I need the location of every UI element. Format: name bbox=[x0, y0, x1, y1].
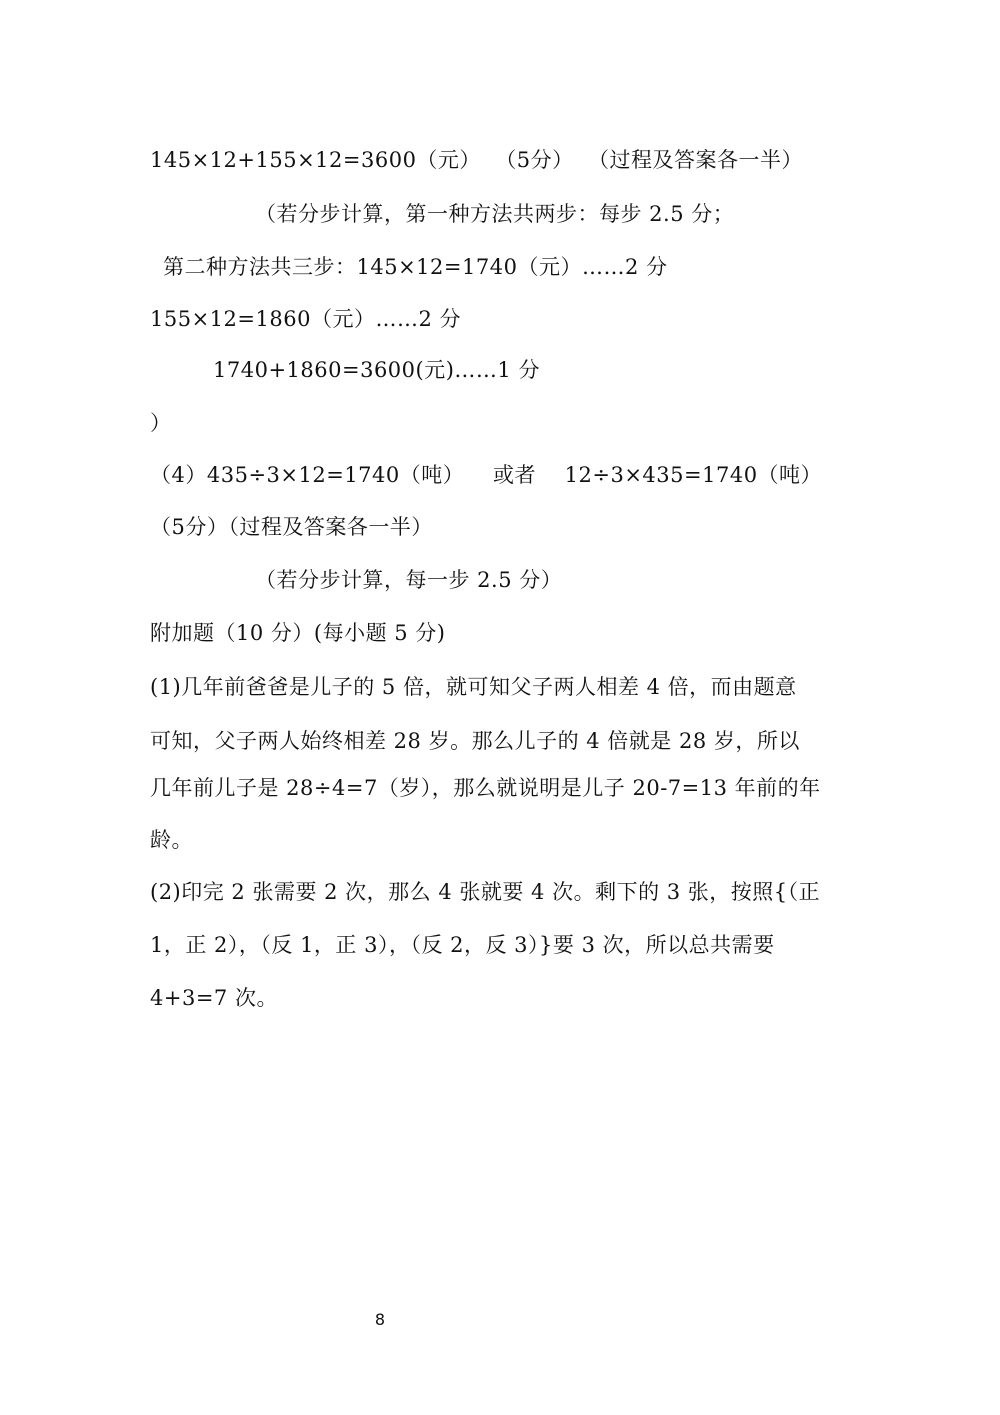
text-line-12: 可知，父子两人始终相差 28 岁。那么儿子的 4 倍就是 28 岁，所以 bbox=[150, 729, 800, 753]
text-line-4: 155×12=1860（元）……2 分 bbox=[150, 307, 461, 331]
text-line-8: （5分）（过程及答案各一半） bbox=[150, 515, 433, 539]
text-line-17: 4+3=7 次。 bbox=[150, 986, 278, 1010]
text-line-16: 1，正 2），（反 1，正 3），（反 2，反 3）}要 3 次，所以总共需要 bbox=[150, 933, 775, 957]
text-line-5: 1740+1860=3600(元)……1 分 bbox=[213, 358, 540, 382]
page-number: 8 bbox=[374, 1310, 386, 1329]
text-line-2: （若分步计算，第一种方法共两步：每步 2.5 分； bbox=[255, 202, 735, 226]
text-line-3: 第二种方法共三步：145×12=1740（元）……2 分 bbox=[163, 255, 668, 279]
text-line-13: 几年前儿子是 28÷4=7（岁），那么就说明是儿子 20-7=13 年前的年 bbox=[150, 776, 821, 800]
text-line-14: 龄。 bbox=[150, 828, 193, 852]
text-line-1: 145×12+155×12=3600（元） （5分） （过程及答案各一半） bbox=[150, 148, 803, 172]
text-line-15: (2)印完 2 张需要 2 次，那么 4 张就要 4 次。剩下的 3 张，按照{（正 bbox=[150, 880, 821, 904]
text-line-11: (1)几年前爸爸是儿子的 5 倍，就可知父子两人相差 4 倍，而由题意 bbox=[150, 675, 797, 699]
text-line-7: （4）435÷3×12=1740（吨） 或者 12÷3×435=1740（吨） bbox=[150, 463, 823, 487]
text-line-10: 附加题（10 分）(每小题 5 分) bbox=[150, 621, 446, 645]
text-line-6: ） bbox=[150, 411, 172, 435]
text-line-9: （若分步计算，每一步 2.5 分） bbox=[255, 568, 563, 592]
